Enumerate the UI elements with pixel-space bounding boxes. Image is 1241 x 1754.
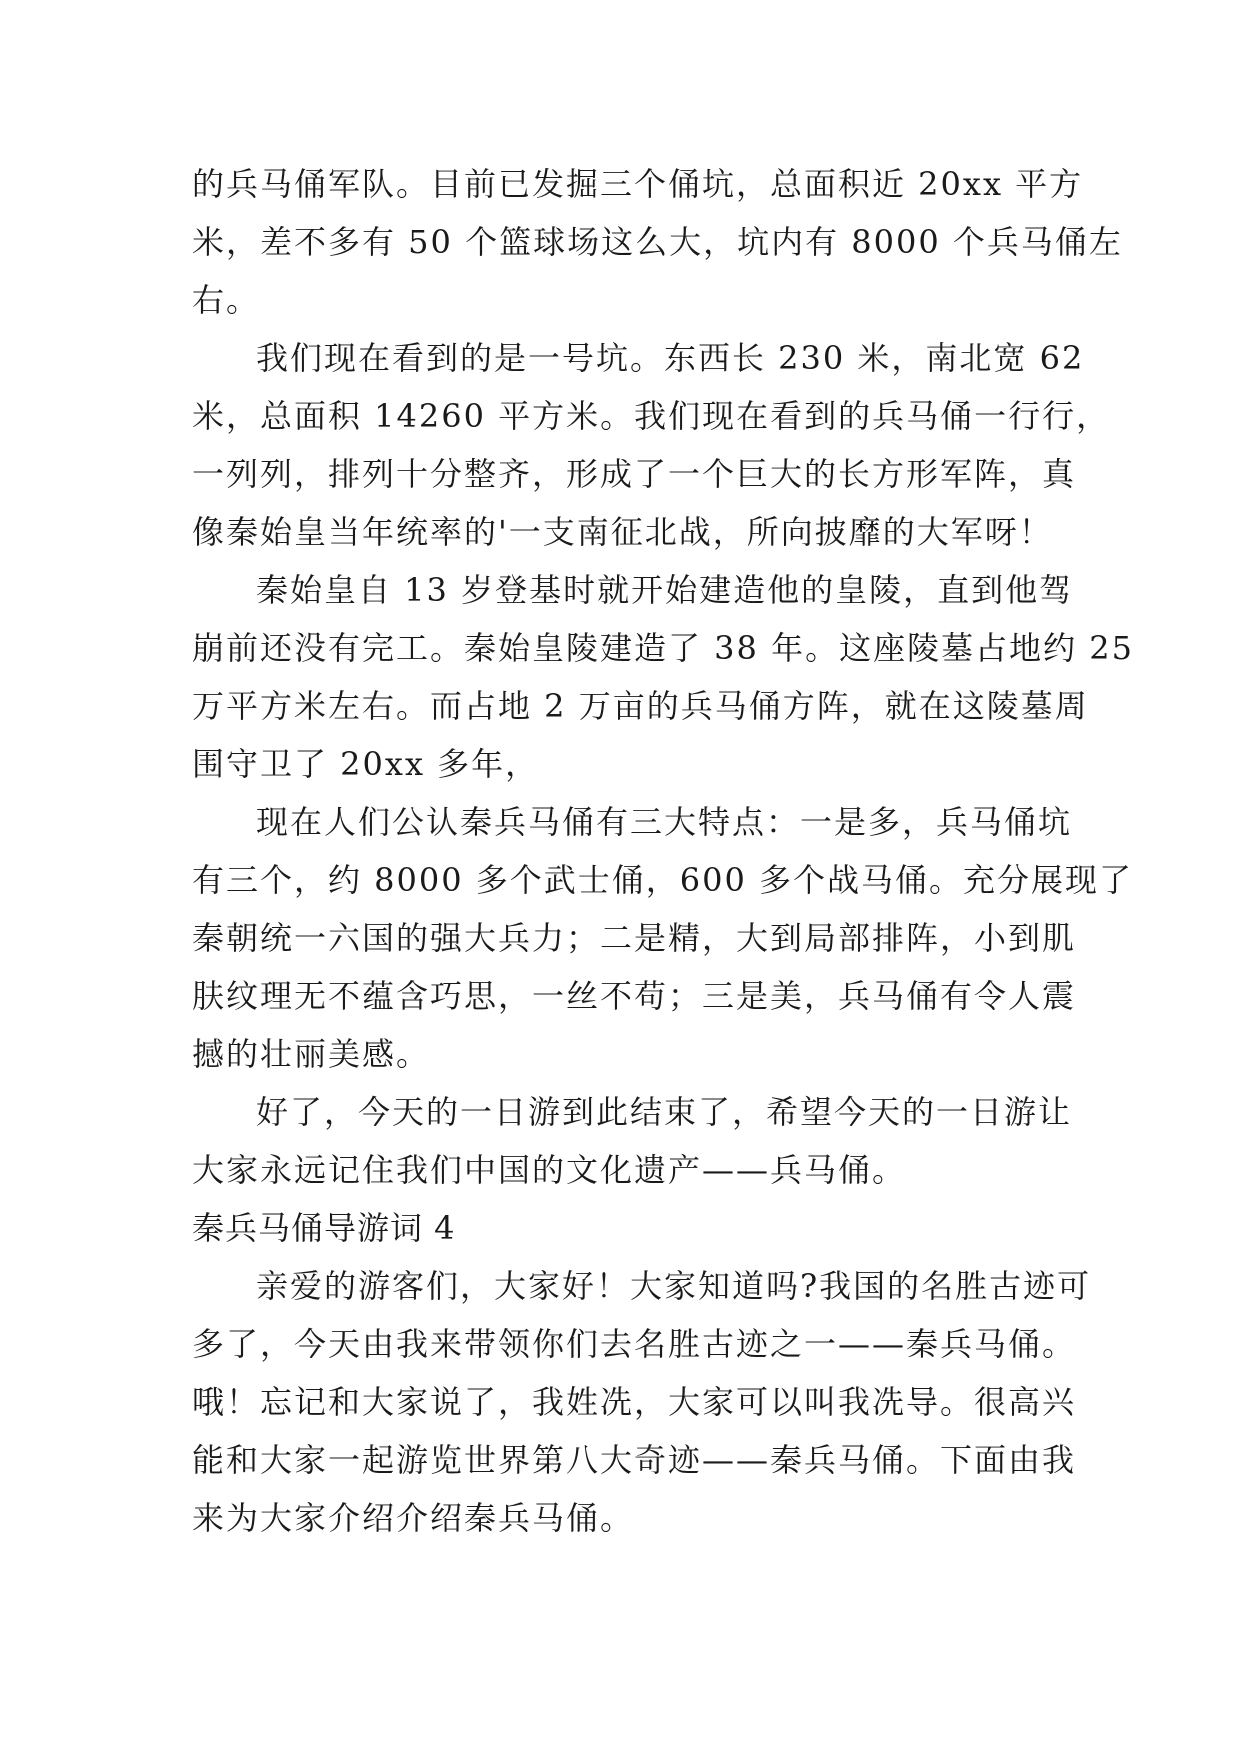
text-line: 来为大家介绍介绍秦兵马俑。: [192, 1499, 635, 1537]
text-line: 能和大家一起游览世界第八大奇迹——秦兵马俑。下面由我: [192, 1441, 1077, 1479]
paragraph-first-line: 现在人们公认秦兵马俑有三大特点：一是多，兵马俑坑: [256, 803, 1073, 841]
section-heading: 秦兵马俑导游词 4: [192, 1209, 456, 1247]
paragraph-first-line: 我们现在看到的是一号坑。东西长 230 米，南北宽 62: [256, 339, 1085, 377]
text-line: 右。: [192, 281, 261, 319]
text-line: 崩前还没有完工。秦始皇陵建造了 38 年。这座陵墓占地约 25: [192, 629, 1134, 667]
text-line: 像秦始皇当年统率的'一支南征北战，所向披靡的大军呀！: [192, 513, 1053, 551]
text-line: 一列列，排列十分整齐，形成了一个巨大的长方形军阵，真: [192, 455, 1077, 493]
text-line: 围守卫了 20xx 多年，: [192, 745, 540, 783]
paragraph-first-line: 好了，今天的一日游到此结束了，希望今天的一日游让: [256, 1093, 1073, 1131]
text-line: 米，总面积 14260 平方米。我们现在看到的兵马俑一行行，: [192, 397, 1111, 435]
text-line: 有三个，约 8000 多个武士俑，600 多个战马俑。充分展现了: [192, 861, 1134, 899]
text-line: 哦！忘记和大家说了，我姓冼，大家可以叫我冼导。很高兴: [192, 1383, 1077, 1421]
text-line: 撼的壮丽美感。: [192, 1035, 431, 1073]
text-line: 多了，今天由我来带领你们去名胜古迹之一——秦兵马俑。: [192, 1325, 1077, 1363]
text-line: 的兵马俑军队。目前已发掘三个俑坑，总面积近 20xx 平方: [192, 165, 1084, 203]
text-line: 肤纹理无不蕴含巧思，一丝不苟；三是美，兵马俑有令人震: [192, 977, 1077, 1015]
text-line: 秦朝统一六国的强大兵力；二是精，大到局部排阵，小到肌: [192, 919, 1077, 957]
text-line: 米，差不多有 50 个篮球场这么大，坑内有 8000 个兵马俑左: [192, 223, 1123, 261]
text-line: 万平方米左右。而占地 2 万亩的兵马俑方阵，就在这陵墓周: [192, 687, 1089, 725]
paragraph-first-line: 亲爱的游客们，大家好！大家知道吗?我国的名胜古迹可: [256, 1267, 1092, 1305]
text-line: 大家永远记住我们中国的文化遗产——兵马俑。: [192, 1151, 907, 1189]
paragraph-first-line: 秦始皇自 13 岁登基时就开始建造他的皇陵，直到他驾: [256, 571, 1074, 609]
document-body: [192, 155, 1134, 1547]
